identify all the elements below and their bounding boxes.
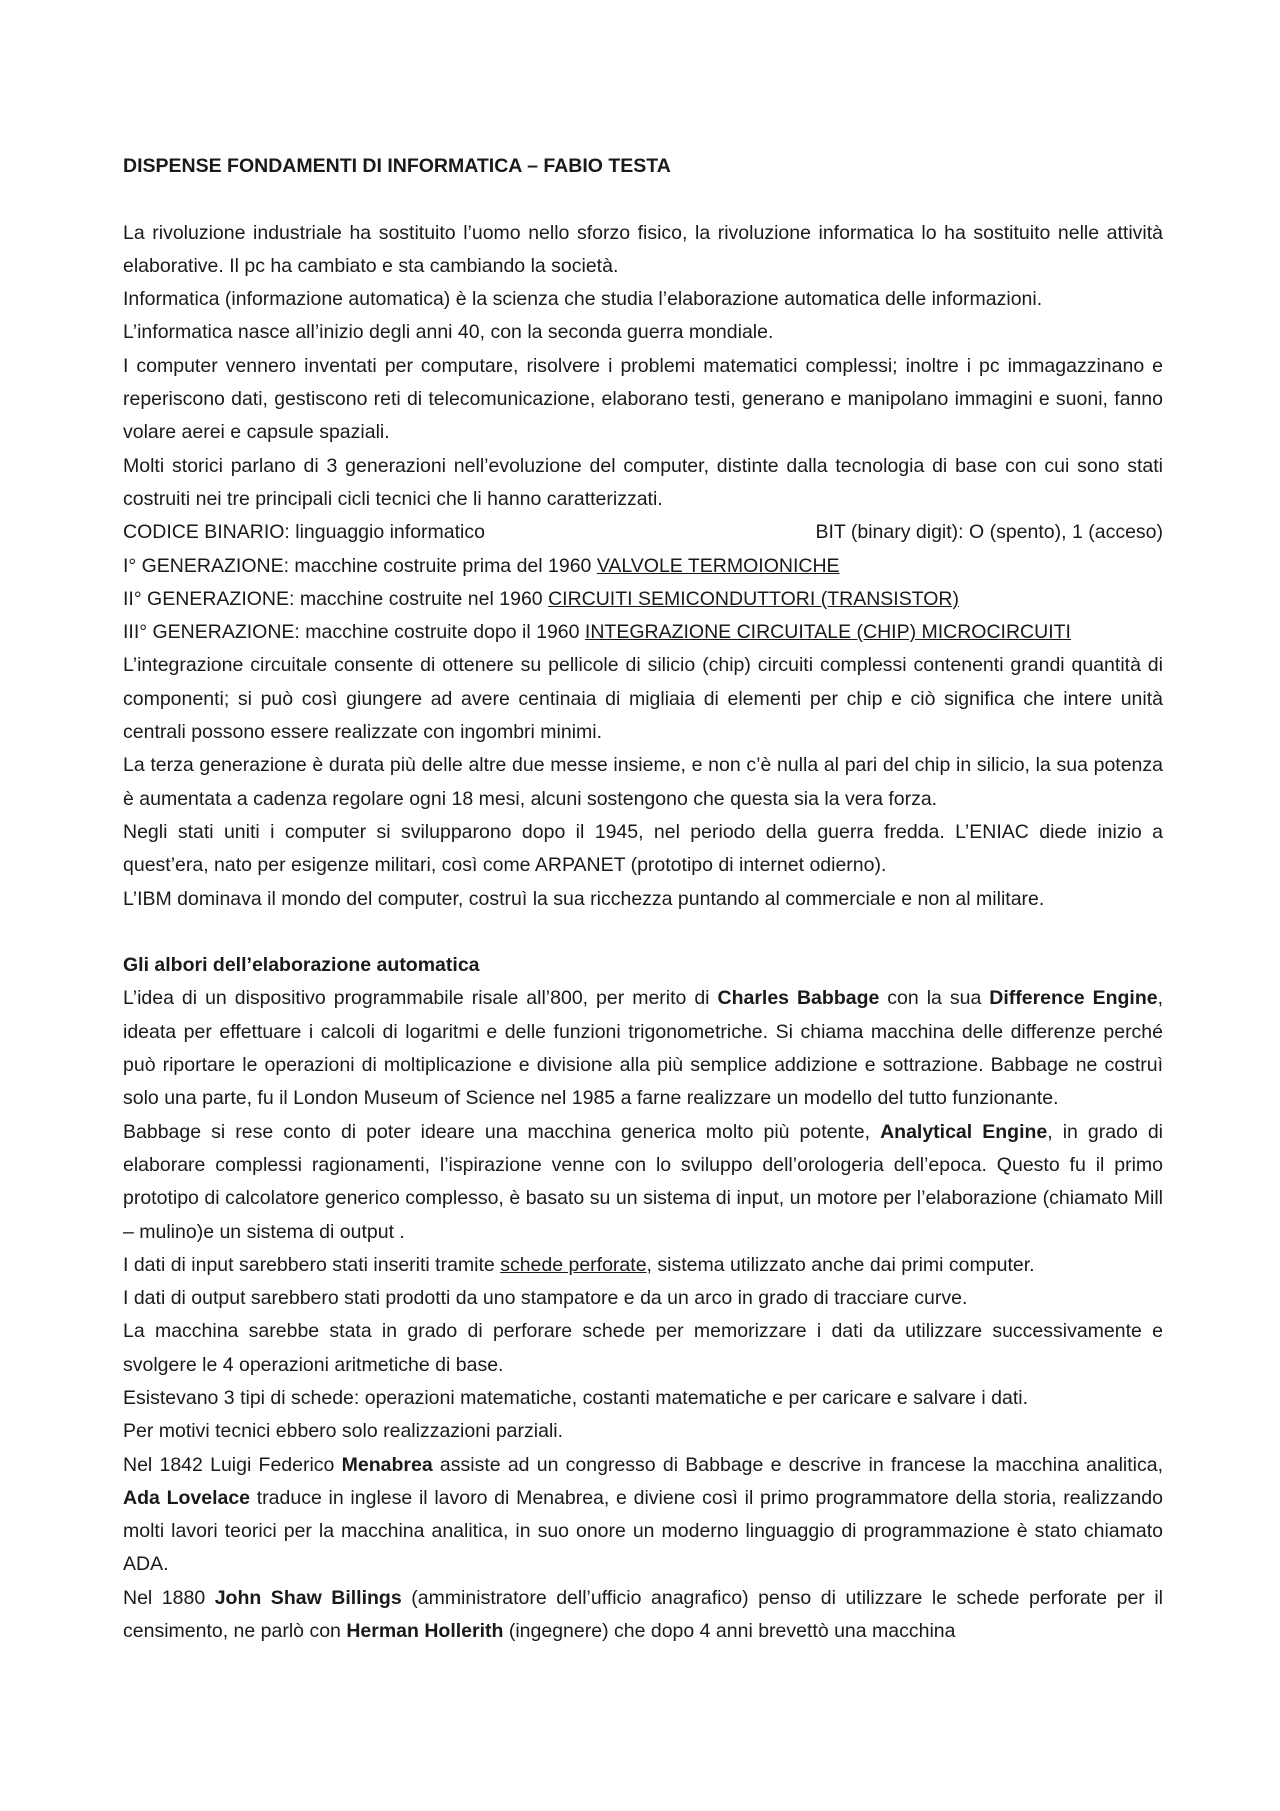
text-run: , ideata per effettuare i calcoli di logaritmi e delle funzioni trigonometriche. Si chiama macchina delle differenze perché può riportare le operazioni di moltiplicazione e divisione alla più semplice addizione e sottrazione. Babbage ne costruì solo una parte, fu il London Museum of Science nel 1985 a farne realizzare un modello del tutto funzionante. — [123, 987, 1164, 1110]
section-paragraph-2 — [123, 1116, 1163, 1249]
bit-definition: BIT (binary digit): O (spento), 1 (acceso) — [815, 521, 1163, 544]
binary-code-line — [123, 516, 1163, 549]
generation-2-technology: CIRCUITI SEMICONDUTTORI (TRANSISTOR) — [548, 587, 960, 610]
text-run: (ingegnere) che dopo 4 anni brevettò una macchina — [503, 1620, 956, 1643]
generation-2-text: II° GENERAZIONE: macchine costruite nel 1960 — [123, 587, 549, 610]
text-run: con la sua — [879, 987, 990, 1010]
bold-name: Menabrea — [341, 1453, 433, 1476]
generation-1-text: I° GENERAZIONE: macchine costruite prima del 1960 — [123, 554, 597, 577]
bold-name: Ada Lovelace — [123, 1486, 251, 1509]
text-run: , sistema utilizzato anche dai primi computer. — [646, 1253, 1035, 1276]
binary-code-label: CODICE BINARIO: linguaggio informatico — [123, 521, 485, 544]
bold-name: Analytical Engine — [880, 1120, 1048, 1143]
section-paragraph-4: I dati di output sarebbero stati prodotti da uno stampatore e da un arco in grado di tracciare curve. — [123, 1287, 968, 1310]
text-run: Nel 1842 Luigi Federico — [123, 1453, 342, 1476]
text-run: Nel 1880 — [123, 1586, 215, 1609]
generation-3-technology: INTEGRAZIONE CIRCUITALE (CHIP) MICROCIRCUITI — [584, 621, 1071, 644]
intro-paragraph-5: Molti storici parlano di 3 generazioni nell’evoluzione del computer, distinte dalla tecnologia di base con cui sono stati costruiti nei tre principali cicli tecnici che li hanno caratterizzati. — [123, 454, 1163, 510]
text-run: I dati di input sarebbero stati inseriti tramite — [123, 1253, 501, 1276]
section-paragraph-8 — [123, 1449, 1163, 1582]
section-paragraph-5: La macchina sarebbe stata in grado di perforare schede per memorizzare i dati da utilizzare successivamente e svolgere le 4 operazioni aritmetiche di base. — [123, 1320, 1163, 1376]
intro-paragraph-3: L’informatica nasce all’inizio degli anni 40, con la seconda guerra mondiale. — [123, 321, 774, 344]
text-run: traduce in inglese il lavoro di Menabrea, e diviene così il primo programmatore della storia, realizzando molti lavori teorici per la macchina analitica, in suo onore un moderno linguaggio di programmazione è stato chiamato ADA. — [123, 1486, 1163, 1576]
section-paragraph-3 — [123, 1249, 1163, 1282]
section-paragraph-9 — [123, 1582, 1163, 1649]
bold-name: John Shaw Billings — [214, 1586, 402, 1609]
intro-paragraph-4: I computer vennero inventati per computare, risolvere i problemi matematici complessi; inoltre i pc immagazzinano e reperiscono dati, gestiscono reti di telecomunicazione, elaborano testi, generano e manipolano immagini e suoni, fanno volare aerei e capsule spaziali. — [123, 354, 1163, 444]
section-paragraph-7: Per motivi tecnici ebbero solo realizzazioni parziali. — [123, 1420, 564, 1443]
document-page — [123, 150, 1163, 1648]
text-run: (amministratore dell’ufficio anagrafico) penso di utilizzare le schede perforate per il censimento, ne parlò con — [123, 1586, 1163, 1643]
intro-paragraph-6: L’integrazione circuitale consente di ottenere su pellicole di silicio (chip) circuiti complessi contenenti grandi quantità di componenti; si può così giungere ad avere centinaia di migliaia di elementi per chip e ciò significa che intere unità centrali possono essere realizzate con ingombri minimi. — [123, 654, 1163, 744]
text-run: L’idea di un dispositivo programmabile risale all’800, per merito di — [123, 987, 718, 1010]
generation-2 — [123, 583, 1163, 616]
bold-name: Herman Hollerith — [346, 1620, 504, 1643]
blank-line — [123, 183, 1163, 216]
intro-paragraph-7: La terza generazione è durata più delle altre due messe insieme, e non c’è nulla al pari del chip in silicio, la sua potenza è aumentata a cadenza regolare ogni 18 mesi, alcuni sostengono che questa sia la vera forza. — [123, 754, 1163, 810]
generation-1 — [123, 550, 1163, 583]
intro-paragraph-2: Informatica (informazione automatica) è la scienza che studia l’elaborazione automatica delle informazioni. — [123, 288, 1043, 311]
intro-paragraph-9: L’IBM dominava il mondo del computer, costruì la sua ricchezza puntando al commerciale e non al militare. — [123, 887, 1045, 910]
section-paragraph-1 — [123, 982, 1163, 1115]
section-paragraph-6: Esistevano 3 tipi di schede: operazioni matematiche, costanti matematiche e per caricare e salvare i dati. — [123, 1386, 1029, 1409]
bold-name: Difference Engine — [989, 987, 1158, 1010]
section-heading: Gli albori dell’elaborazione automatica — [123, 954, 480, 977]
intro-paragraph-8: Negli stati uniti i computer si svilupparono dopo il 1945, nel periodo della guerra fredda. L’ENIAC diede inizio a quest’era, nato per esigenze militari, così come ARPANET (prototipo di internet odierno). — [123, 820, 1163, 877]
text-run: assiste ad un congresso di Babbage e descrive in francese la macchina analitica, — [432, 1453, 1163, 1476]
text-run: Babbage si rese conto di poter ideare una macchina generica molto più potente, — [123, 1120, 881, 1143]
generation-3-text: III° GENERAZIONE: macchine costruite dopo il 1960 — [123, 621, 585, 644]
bold-name: Charles Babbage — [717, 987, 880, 1010]
generation-1-technology: VALVOLE TERMOIONICHE — [596, 554, 840, 577]
text-run: , in grado di elaborare complessi ragionamenti, l’ispirazione venne con lo sviluppo dell’orologeria dell’epoca. Questo fu il primo prototipo di calcolatore generico complesso, è basato su un sistema di input, un motore per l’elaborazione (chiamato Mill – mulino)e un sistema di output . — [123, 1120, 1164, 1243]
generation-3 — [123, 616, 1163, 649]
underlined-term: schede perforate — [500, 1253, 647, 1276]
blank-line — [123, 916, 1163, 949]
document-title: DISPENSE FONDAMENTI DI INFORMATICA – FABIO TESTA — [123, 155, 671, 177]
intro-paragraph-1: La rivoluzione industriale ha sostituito l’uomo nello sforzo fisico, la rivoluzione informatica lo ha sostituito nelle attività elaborative. Il pc ha cambiato e sta cambiando la società. — [123, 221, 1163, 277]
